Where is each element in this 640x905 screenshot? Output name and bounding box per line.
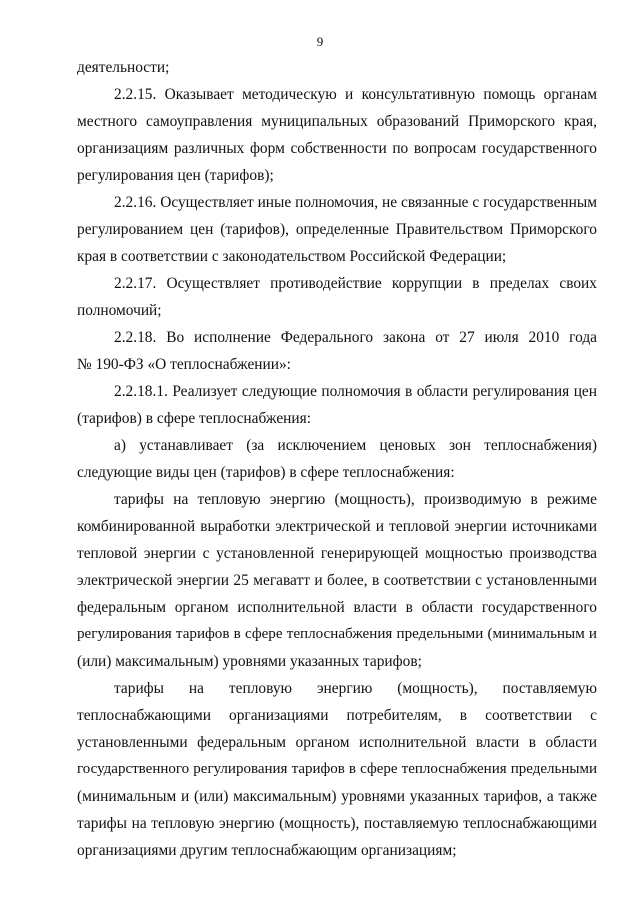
paragraph-2-2-16 bbox=[77, 189, 597, 270]
text-line: № 190-ФЗ «О теплоснабжении»: bbox=[77, 356, 291, 373]
text-line: 2.2.17. Осуществляет противодействие коррупции в пределах своих bbox=[114, 275, 597, 292]
text-line: регулирования цен (тарифов); bbox=[77, 167, 274, 184]
text-line: организациями другим теплоснабжающим организациям; bbox=[77, 842, 457, 859]
page-number: 9 bbox=[316, 34, 324, 49]
text-line: государственного регулирования тарифов в сфере теплоснабжения предельными bbox=[77, 761, 597, 777]
text-line: местного самоуправления муниципальных образований Приморского края, bbox=[77, 113, 597, 130]
text-line: деятельности; bbox=[77, 59, 170, 76]
text-line: федеральным органом исполнительной власти в области государственного bbox=[77, 599, 597, 616]
text-line: (минимальным и (или) максимальным) уровнями указанных тарифов, а также bbox=[77, 788, 597, 805]
text-line: тарифы на тепловую энергию (мощность), поставляемую bbox=[114, 680, 597, 697]
text-line: 2.2.18.1. Реализует следующие полномочия в области регулирования цен bbox=[114, 383, 597, 400]
text-line: 2.2.15. Оказывает методическую и консультативную помощь органам bbox=[114, 86, 597, 103]
text-line: тепловой энергии с установленной генерирующей мощностью производства bbox=[77, 545, 597, 562]
paragraph bbox=[77, 54, 597, 81]
text-line: следующие виды цен (тарифов) в сфере теплоснабжения: bbox=[77, 464, 455, 481]
text-line: организациям различных форм собственности по вопросам государственного bbox=[77, 140, 597, 157]
text-line: (тарифов) в сфере теплоснабжения: bbox=[77, 410, 312, 427]
text-line: края в соответствии с законодательством Российской Федерации; bbox=[77, 248, 507, 265]
text-line: электрической энергии 25 мегаватт и более, в соответствии с установленными bbox=[77, 572, 597, 589]
text-line: тарифы на тепловую энергию (мощность), поставляемую теплоснабжающими bbox=[77, 815, 597, 832]
paragraph-tariffs-consumers bbox=[77, 675, 597, 864]
paragraph-tariffs-combined bbox=[77, 486, 597, 675]
text-line: (или) максимальным) уровнями указанных тарифов; bbox=[77, 653, 422, 670]
paragraph-2-2-17 bbox=[77, 270, 597, 324]
text-line: полномочий; bbox=[77, 302, 162, 319]
text-line: 2.2.18. Во исполнение Федерального закона от 27 июля 2010 года bbox=[114, 329, 597, 346]
document-body bbox=[77, 54, 597, 864]
text-line: регулирования тарифов в сфере теплоснабжения предельными (минимальным и bbox=[77, 626, 597, 642]
text-line: регулированием цен (тарифов), определенные Правительством Приморского bbox=[77, 221, 597, 238]
paragraph-2-2-15 bbox=[77, 81, 597, 189]
paragraph-item-a bbox=[77, 432, 597, 486]
paragraph-2-2-18 bbox=[77, 324, 597, 378]
text-line: 2.2.16. Осуществляет иные полномочия, не связанные с государственным bbox=[114, 194, 597, 211]
text-line: установленными федеральным органом исполнительной власти в области bbox=[77, 734, 597, 751]
text-line: комбинированной выработки электрической и тепловой энергии источниками bbox=[77, 518, 597, 535]
paragraph-2-2-18-1 bbox=[77, 378, 597, 432]
text-line: теплоснабжающими организациями потребителям, в соответствии с bbox=[77, 707, 597, 724]
text-line: тарифы на тепловую энергию (мощность), производимую в режиме bbox=[114, 491, 597, 508]
text-line: а) устанавливает (за исключением ценовых зон теплоснабжения) bbox=[114, 437, 597, 454]
